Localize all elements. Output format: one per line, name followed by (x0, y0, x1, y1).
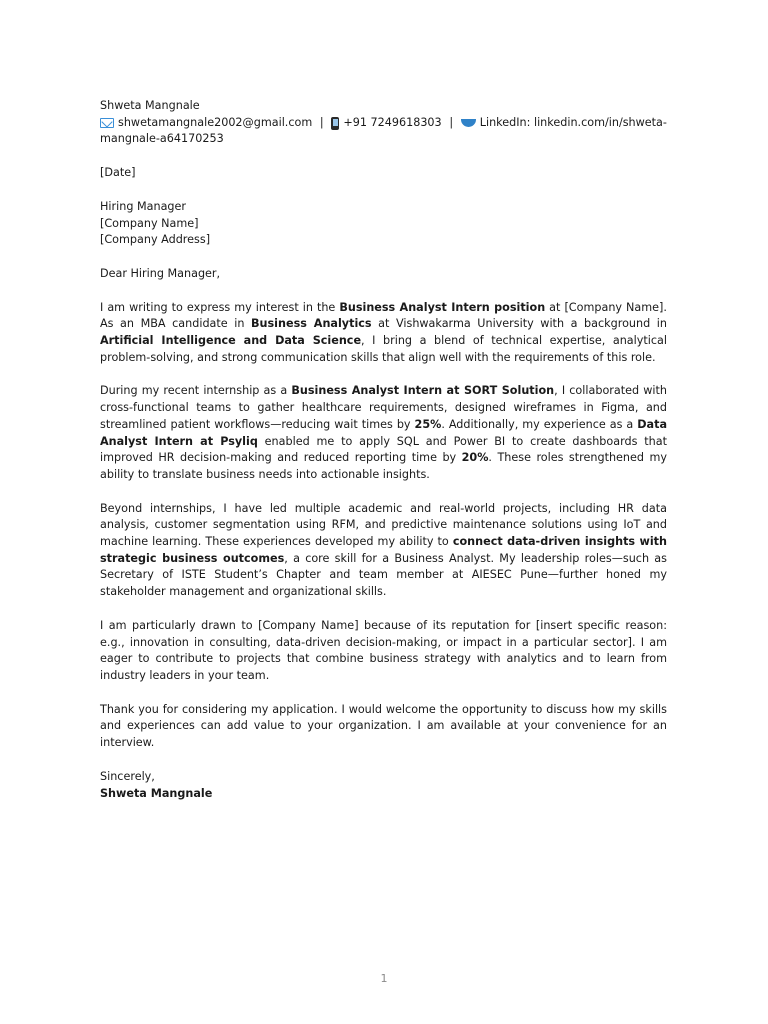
bold-text-run: Data Analyst Intern at Psyliq (100, 417, 667, 448)
email-text[interactable]: shwetamangnale2002@gmail.com (118, 115, 313, 129)
bold-text-run: Business Analytics (251, 317, 372, 331)
page-number: 1 (380, 972, 388, 985)
paragraph-5 (100, 702, 667, 752)
linkedin-item[interactable] (461, 115, 667, 132)
contact-separator: | (449, 115, 454, 129)
recipient-title: Hiring Manager (100, 199, 187, 213)
paragraph-1 (100, 300, 667, 367)
sender-name: Shweta Mangnale (100, 99, 200, 112)
paragraph-2 (100, 383, 667, 483)
text-run: , a core skill for a Business Analyst. My leadership roles—such as Secretary of ISTE Student’s Chapter and team member at AIESEC Pune—further honed my stakeholder management and organizational skills. (100, 551, 667, 599)
text-run: . These roles strengthened my ability to translate business needs into actionable insights. (100, 451, 667, 481)
phone-item (331, 115, 441, 132)
text-run: Thank you for considering my application. I would welcome the opportunity to discuss how my skills and experiences can add value to your organization. I am available at your convenience for an interview. (100, 702, 667, 750)
bold-text-run: Business Analyst Intern at SORT Solution (291, 384, 555, 398)
text-run: I am writing to express my interest in the (100, 300, 340, 314)
email-icon (100, 118, 114, 128)
linkedin-icon (461, 119, 476, 127)
closing: Sincerely, (100, 769, 155, 783)
salutation: Dear Hiring Manager, (100, 266, 221, 280)
signature (100, 786, 667, 803)
signature-name: Shweta Mangnale (100, 786, 213, 800)
linkedin-text[interactable]: LinkedIn: linkedin.com/in/shweta- (479, 115, 667, 129)
bold-text-run: Artificial Intelligence and Data Science (100, 334, 362, 348)
text-run: Beyond internships, I have led multiple academic and real-world projects, including HR data analysis, customer segmentation using RFM, and predictive maintenance solutions using IoT and machine learning. These experiences developed my ability to (100, 501, 667, 549)
text-run: , I collaborated with cross-functional teams to gather healthcare requirements, designed wireframes in Figma, and streamlined patient workflows—reducing wait times by (100, 384, 667, 431)
text-run: enabled me to apply SQL and Power BI to create dashboards that improved HR decision-making and reduced reporting time by (100, 434, 667, 465)
bold-text-run: connect data-driven insights with strategic business outcomes (100, 535, 667, 565)
paragraph-3 (100, 501, 667, 601)
bold-text-run: 20% (461, 451, 489, 465)
text-run: I am particularly drawn to [Company Name] because of its reputation for [insert specific reason: e.g., innovation in consulting, data-driven decision-making, or impact in a particular sector]. I am eager to contribute to projects that combine business strategy with analytics and to learn from industry leaders in your team. (100, 618, 667, 682)
bold-text-run: Business Analyst Intern position (339, 300, 546, 314)
text-run: During my recent internship as a (100, 384, 292, 398)
recipient-address: [Company Address] (100, 233, 211, 247)
text-run: at [Company Name]. As an MBA candidate in (100, 300, 667, 331)
contact-separator: | (319, 115, 324, 129)
email-item[interactable] (100, 115, 312, 132)
text-run: at Vishwakarma University with a background in (371, 317, 667, 331)
letter-body (100, 98, 667, 802)
contact-line (100, 115, 667, 132)
recipient-company: [Company Name] (100, 216, 199, 230)
bold-text-run: 25% (414, 417, 442, 431)
phone-icon (331, 117, 339, 130)
text-run: , I bring a blend of technical expertise, analytical problem-solving, and strong communication skills that align well with the requirements of this role. (100, 334, 667, 364)
linkedin-continued[interactable]: mangnale-a64170253 (100, 132, 224, 146)
phone-text: +91 7249618303 (343, 115, 442, 129)
text-run: . Additionally, my experience as a (441, 417, 638, 431)
paragraph-4 (100, 618, 667, 685)
date-line: [Date] (100, 166, 136, 180)
